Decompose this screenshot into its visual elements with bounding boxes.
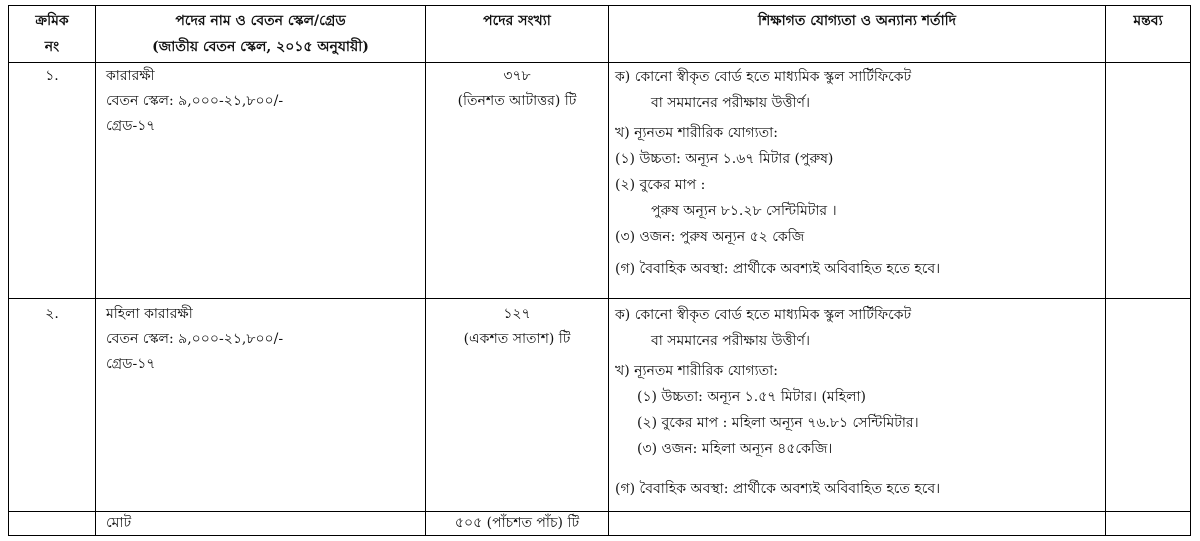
qualification-line: খ) ন্যূনতম শারীরিক যোগ্যতা: [615, 125, 778, 141]
grade: গ্রেড-১৭ [106, 118, 156, 134]
header-qualification-label: শিক্ষাগত যোগ্যতা ও অন্যান্য শর্তাদি [757, 13, 956, 29]
row-serial-text: ২. [45, 306, 59, 322]
total-serial [9, 512, 96, 536]
count-number: ৩৭৮ [503, 68, 531, 84]
count-words: (তিনশত আটাত্তর) টি [457, 93, 577, 109]
total-count [426, 512, 609, 536]
qualification-line: (২) বুকের মাপ : [615, 177, 706, 193]
header-post-line2: (জাতীয় বেতন স্কেল, ২০১৫ অনুযায়ী) [152, 39, 369, 55]
total-label-text: মোট [106, 515, 132, 531]
qualification-line: পুরুষ অন্যূন ৮১.২৮ সেন্টিমিটার । [651, 203, 837, 219]
row-qualification [609, 299, 1106, 512]
total-label [96, 512, 426, 536]
row-count [426, 63, 609, 299]
row-serial-text: ১. [45, 68, 59, 84]
header-qualification [609, 6, 1106, 63]
row-remarks [1106, 299, 1191, 512]
header-remarks-label: মন্তব্য [1133, 13, 1163, 29]
pay-scale: বেতন স্কেল: ৯,০০০-২১,৮০০/- [106, 93, 284, 109]
post-name: মহিলা কারারক্ষী [106, 306, 193, 322]
qualification-line: বা সমমানের পরীক্ষায় উত্তীর্ণ। [651, 95, 810, 111]
header-post [96, 6, 426, 63]
qualification-line: ক) কোনো স্বীকৃত বোর্ড হতে মাধ্যমিক স্কুল সার্টিফিকেট [615, 307, 912, 323]
header-remarks [1106, 6, 1191, 63]
qualification-line: (গ) বৈবাহিক অবস্থা: প্রার্থীকে অবশ্যই অবিবাহিত হতে হবে। [615, 261, 941, 277]
header-serial-line2: নং [44, 39, 60, 55]
header-serial [9, 6, 96, 63]
row-serial [9, 63, 96, 299]
total-remarks [1106, 512, 1191, 536]
qualification-line: (২) বুকের মাপ : মহিলা অন্যূন ৭৬.৮১ সেন্টিমিটার। [637, 415, 919, 431]
qualification-line: (গ) বৈবাহিক অবস্থা: প্রার্থীকে অবশ্যই অবিবাহিত হতে হবে। [615, 481, 941, 497]
row-qualification [609, 63, 1106, 299]
table-row [9, 299, 1191, 512]
header-count [426, 6, 609, 63]
qualification-line: (৩) ওজন: পুরুষ অন্যূন ৫২ কেজি [615, 229, 805, 245]
qualification-line: (১) উচ্চতা: অন্যূন ১.৬৭ মিটার (পুরুষ) [615, 151, 834, 167]
row-post [96, 299, 426, 512]
row-serial [9, 299, 96, 512]
header-serial-line1: ক্রমিক [35, 13, 69, 29]
qualification-line: (১) উচ্চতা: অন্যূন ১.৫৭ মিটার। (মহিলা) [637, 389, 867, 405]
count-words: (একশত সাতাশ) টি [463, 331, 571, 347]
table-row [9, 63, 1191, 299]
qualification-line: খ) ন্যূনতম শারীরিক যোগ্যতা: [615, 363, 778, 379]
posts-table [8, 5, 1191, 536]
header-count-label: পদের সংখ্যা [483, 13, 551, 29]
qualification-line: ক) কোনো স্বীকৃত বোর্ড হতে মাধ্যমিক স্কুল সার্টিফিকেট [615, 69, 912, 85]
post-name: কারারক্ষী [106, 68, 155, 84]
row-remarks [1106, 63, 1191, 299]
total-row [9, 512, 1191, 536]
row-count [426, 299, 609, 512]
qualification-line: (৩) ওজন: মহিলা অন্যূন ৪৫কেজি। [637, 441, 833, 457]
header-row [9, 6, 1191, 63]
grade: গ্রেড-১৭ [106, 356, 156, 372]
count-number: ১২৭ [503, 306, 531, 322]
header-post-line1: পদের নাম ও বেতন স্কেল/গ্রেড [175, 13, 346, 29]
pay-scale: বেতন স্কেল: ৯,০০০-২১,৮০০/- [106, 331, 284, 347]
total-count-text: ৫০৫ (পাঁচশত পাঁচ) টি [454, 515, 580, 531]
total-qualification [609, 512, 1106, 536]
row-post [96, 63, 426, 299]
qualification-line: বা সমমানের পরীক্ষায় উত্তীর্ণ। [651, 333, 810, 349]
